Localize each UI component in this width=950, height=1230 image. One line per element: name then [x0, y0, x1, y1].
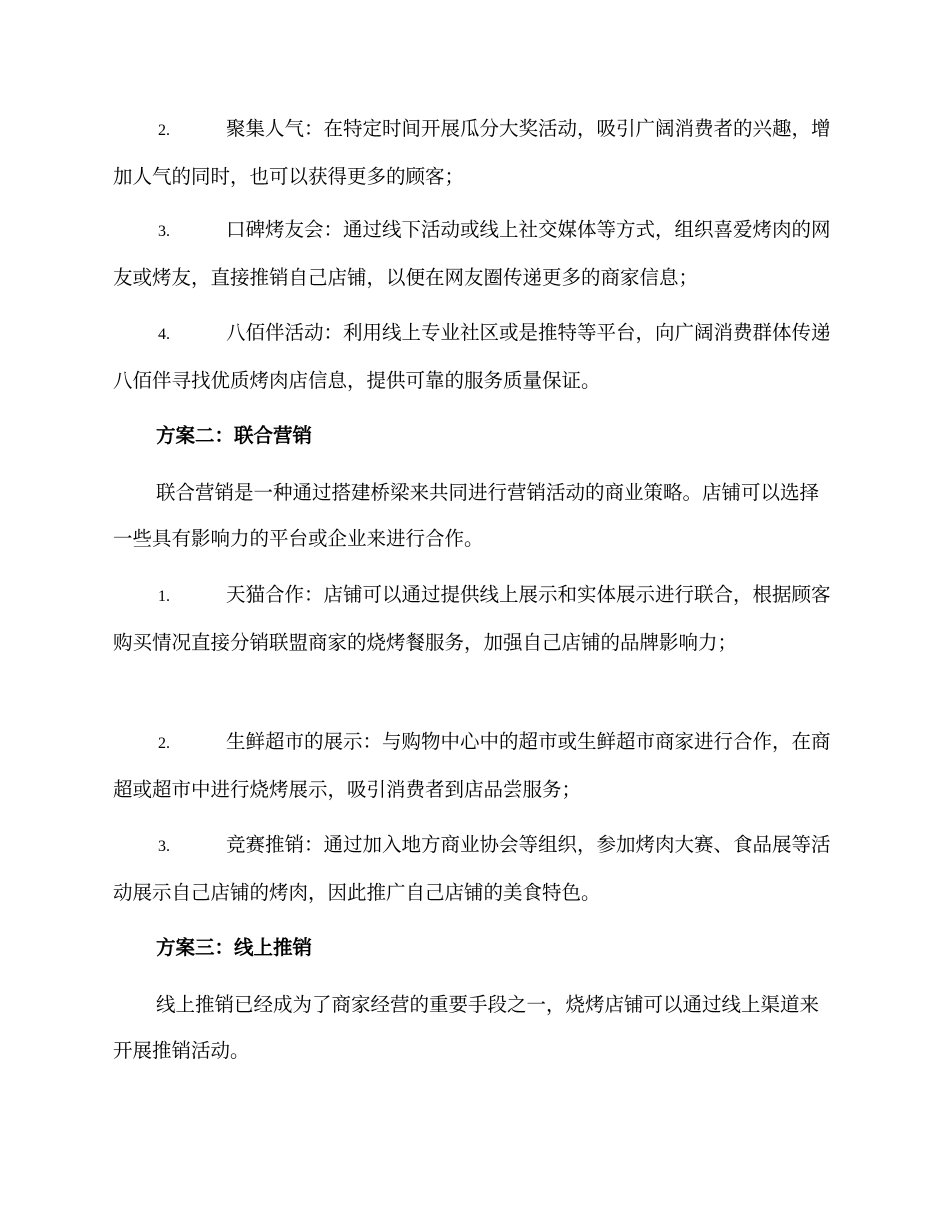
list-item [113, 207, 833, 301]
list-item-number: 2. [158, 735, 170, 752]
section-heading: 方案二：联合营销 [156, 424, 313, 447]
list-item-text: 聚集人气：在特定时间开展瓜分大奖活动，吸引广阔消费者的兴趣，增加人气的同时，也可以获得更多的顾客； [113, 117, 831, 188]
list-item-text: 八佰伴活动：利用线上专业社区或是推特等平台，向广阔消费群体传递八佰伴寻找优质烤肉店信息，提供可靠的服务质量保证。 [113, 321, 831, 392]
list-item-number: 3. [158, 838, 170, 855]
list-item [113, 310, 833, 404]
list-item-text: 竞赛推销：通过加入地方商业协会等组织，参加烤肉大赛、食品展等活动展示自己店铺的烤肉，因此推广自己店铺的美食特色。 [113, 833, 831, 904]
list-item-number: 2. [158, 122, 170, 139]
list-item [113, 719, 833, 813]
section-intro: 线上推销已经成为了商家经营的重要手段之一，烧烤店铺可以通过线上渠道来开展推销活动。 [113, 993, 820, 1062]
list-item-text: 天猫合作：店铺可以通过提供线上展示和实体展示进行联合，根据顾客购买情况直接分销联盟商家的烧烤餐服务，加强自己店铺的品牌影响力； [113, 583, 831, 654]
list-item-number: 4. [158, 326, 170, 343]
list-item-text: 口碑烤友会：通过线下活动或线上社交媒体等方式，组织喜爱烤肉的网友或烤友，直接推销自己店铺，以便在网友圈传递更多的商家信息； [113, 218, 831, 289]
section-intro: 联合营销是一种通过搭建桥梁来共同进行营销活动的商业策略。店铺可以选择一些具有影响力的平台或企业来进行合作。 [113, 481, 820, 550]
list-item-number: 1. [158, 588, 170, 605]
section-heading: 方案三：线上推销 [156, 936, 313, 959]
list-item [113, 572, 833, 666]
list-item [113, 822, 833, 916]
list-item [113, 106, 833, 200]
list-item-number: 3. [158, 223, 170, 240]
list-item-text: 生鲜超市的展示：与购物中心中的超市或生鲜超市商家进行合作，在商超或超市中进行烧烤展示，吸引消费者到店品尝服务； [113, 730, 831, 801]
